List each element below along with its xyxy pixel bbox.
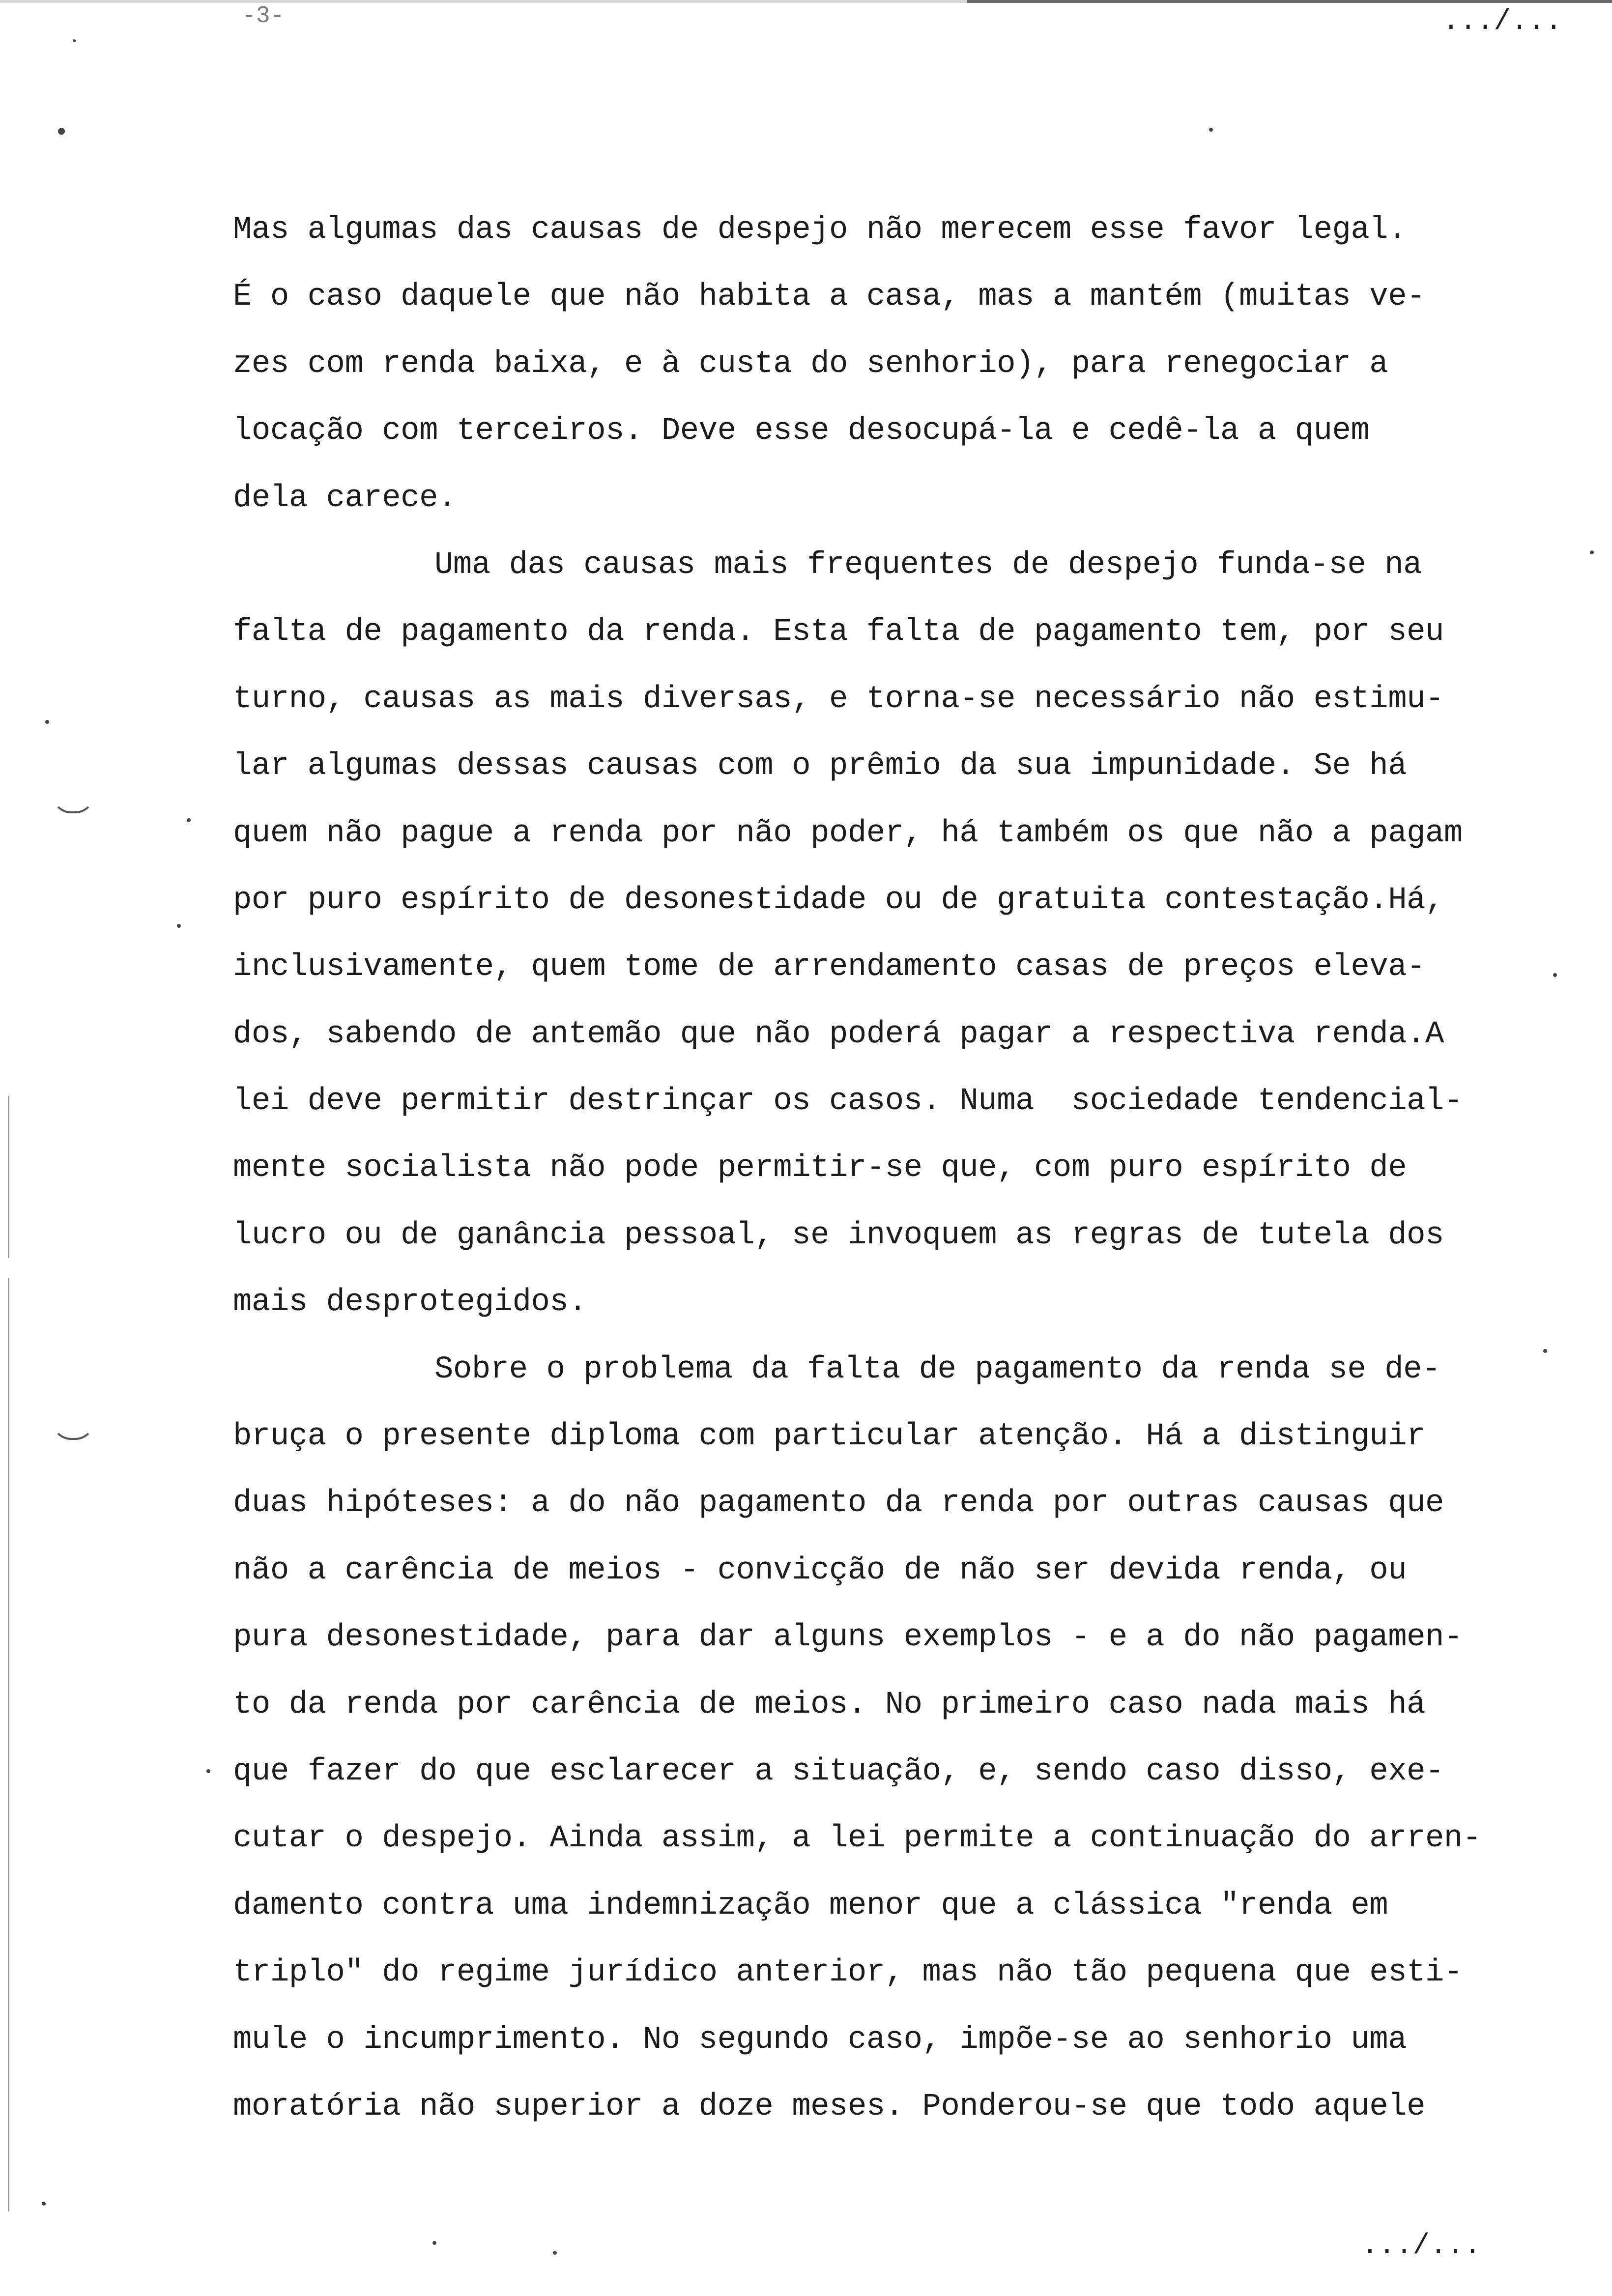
text-line: bruça o presente diploma com particular atenção. Há a distinguir [233,1419,1425,1455]
text-line: mais desprotegidos. [233,1285,587,1320]
text-line: turno, causas as mais diversas, e torna-se necessário não estimu- [233,681,1444,717]
text-line: falta de pagamento da renda. Esta falta de pagamento tem, por seu [233,614,1444,650]
text-line: cutar o despejo. Ainda assim, a lei permite a continuação do arren- [233,1821,1481,1857]
text-line: lar algumas dessas causas com o prêmio da sua impunidade. Se há [233,748,1407,784]
scan-speck [45,720,49,724]
text-line: dela carece. [233,480,457,516]
continuation-mark-bottom: .../... [1361,2230,1481,2262]
text-line: locação com terceiros. Deve esse desocupá-la e cedê-la a quem [233,413,1370,449]
paragraph-3 [233,1336,1584,2141]
page-number: -3- [242,3,285,29]
paragraph-2 [233,532,1584,1336]
text-line: pura desonestidade, para dar alguns exemplos - e a do não pagamen- [233,1620,1463,1656]
text-line: Mas algumas das causas de despejo não merecem esse favor legal. [233,212,1407,248]
text-line: quem não pague a renda por não poder, há também os que não a pagam [233,815,1463,851]
text-line: É o caso daquele que não habita a casa, mas a mantém (muitas ve- [233,279,1425,315]
text-line: por puro espírito de desonestidade ou de gratuita contestação.Há, [233,882,1444,918]
continuation-mark-top: .../... [1442,6,1562,38]
text-line: zes com renda baixa, e à custa do senhorio), para renegociar a [233,346,1388,382]
scan-speck [553,2251,557,2255]
text-line: dos, sabendo de antemão que não poderá pagar a respectiva renda.A [233,1016,1444,1052]
scan-speck [1590,550,1594,554]
paragraph-1 [233,197,1584,532]
text-line: mente socialista não pode permitir-se que, com puro espírito de [233,1150,1407,1186]
margin-scan-line [8,1096,9,1258]
text-line: inclusivamente, quem tome de arrendamento casas de preços eleva- [233,949,1425,985]
scan-speck [58,128,65,135]
margin-scan-line [8,1278,9,2211]
scan-speck [42,2202,46,2206]
margin-binding-mark [52,794,95,813]
scan-speck [73,39,76,42]
text-line: lucro ou de ganância pessoal, se invoquem as regras de tutela dos [233,1217,1444,1253]
margin-binding-mark [52,1420,95,1440]
text-line: não a carência de meios - convicção de não ser devida renda, ou [233,1552,1407,1588]
text-line: duas hipóteses: a do não pagamento da renda por outras causas que [233,1486,1444,1521]
scan-speck [1209,128,1213,132]
scan-speck [432,2241,436,2245]
text-line: triplo" do regime jurídico anterior, mas não tão pequena que esti- [233,1955,1463,1991]
text-line: moratória não superior a doze meses. Ponderou-se que todo aquele [233,2089,1425,2124]
scan-speck [177,924,181,928]
scan-speck [206,1769,210,1773]
text-line: to da renda por carência de meios. No primeiro caso nada mais há [233,1687,1425,1722]
text-line: Sobre o problema da falta de pagamento da renda se de- [434,1351,1440,1387]
text-line: damento contra uma indemnização menor que a clássica "renda em [233,1888,1388,1923]
document-body [233,197,1584,2140]
text-line: lei deve permitir destrinçar os casos. Numa sociedade tendencial- [233,1084,1463,1119]
text-line: que fazer do que esclarecer a situação, e, sendo caso disso, exe- [233,1753,1444,1789]
text-line: mule o incumprimento. No segundo caso, impõe-se ao senhorio uma [233,2022,1407,2058]
scan-speck [187,818,191,822]
text-line: Uma das causas mais frequentes de despejo funda-se na [434,547,1422,583]
